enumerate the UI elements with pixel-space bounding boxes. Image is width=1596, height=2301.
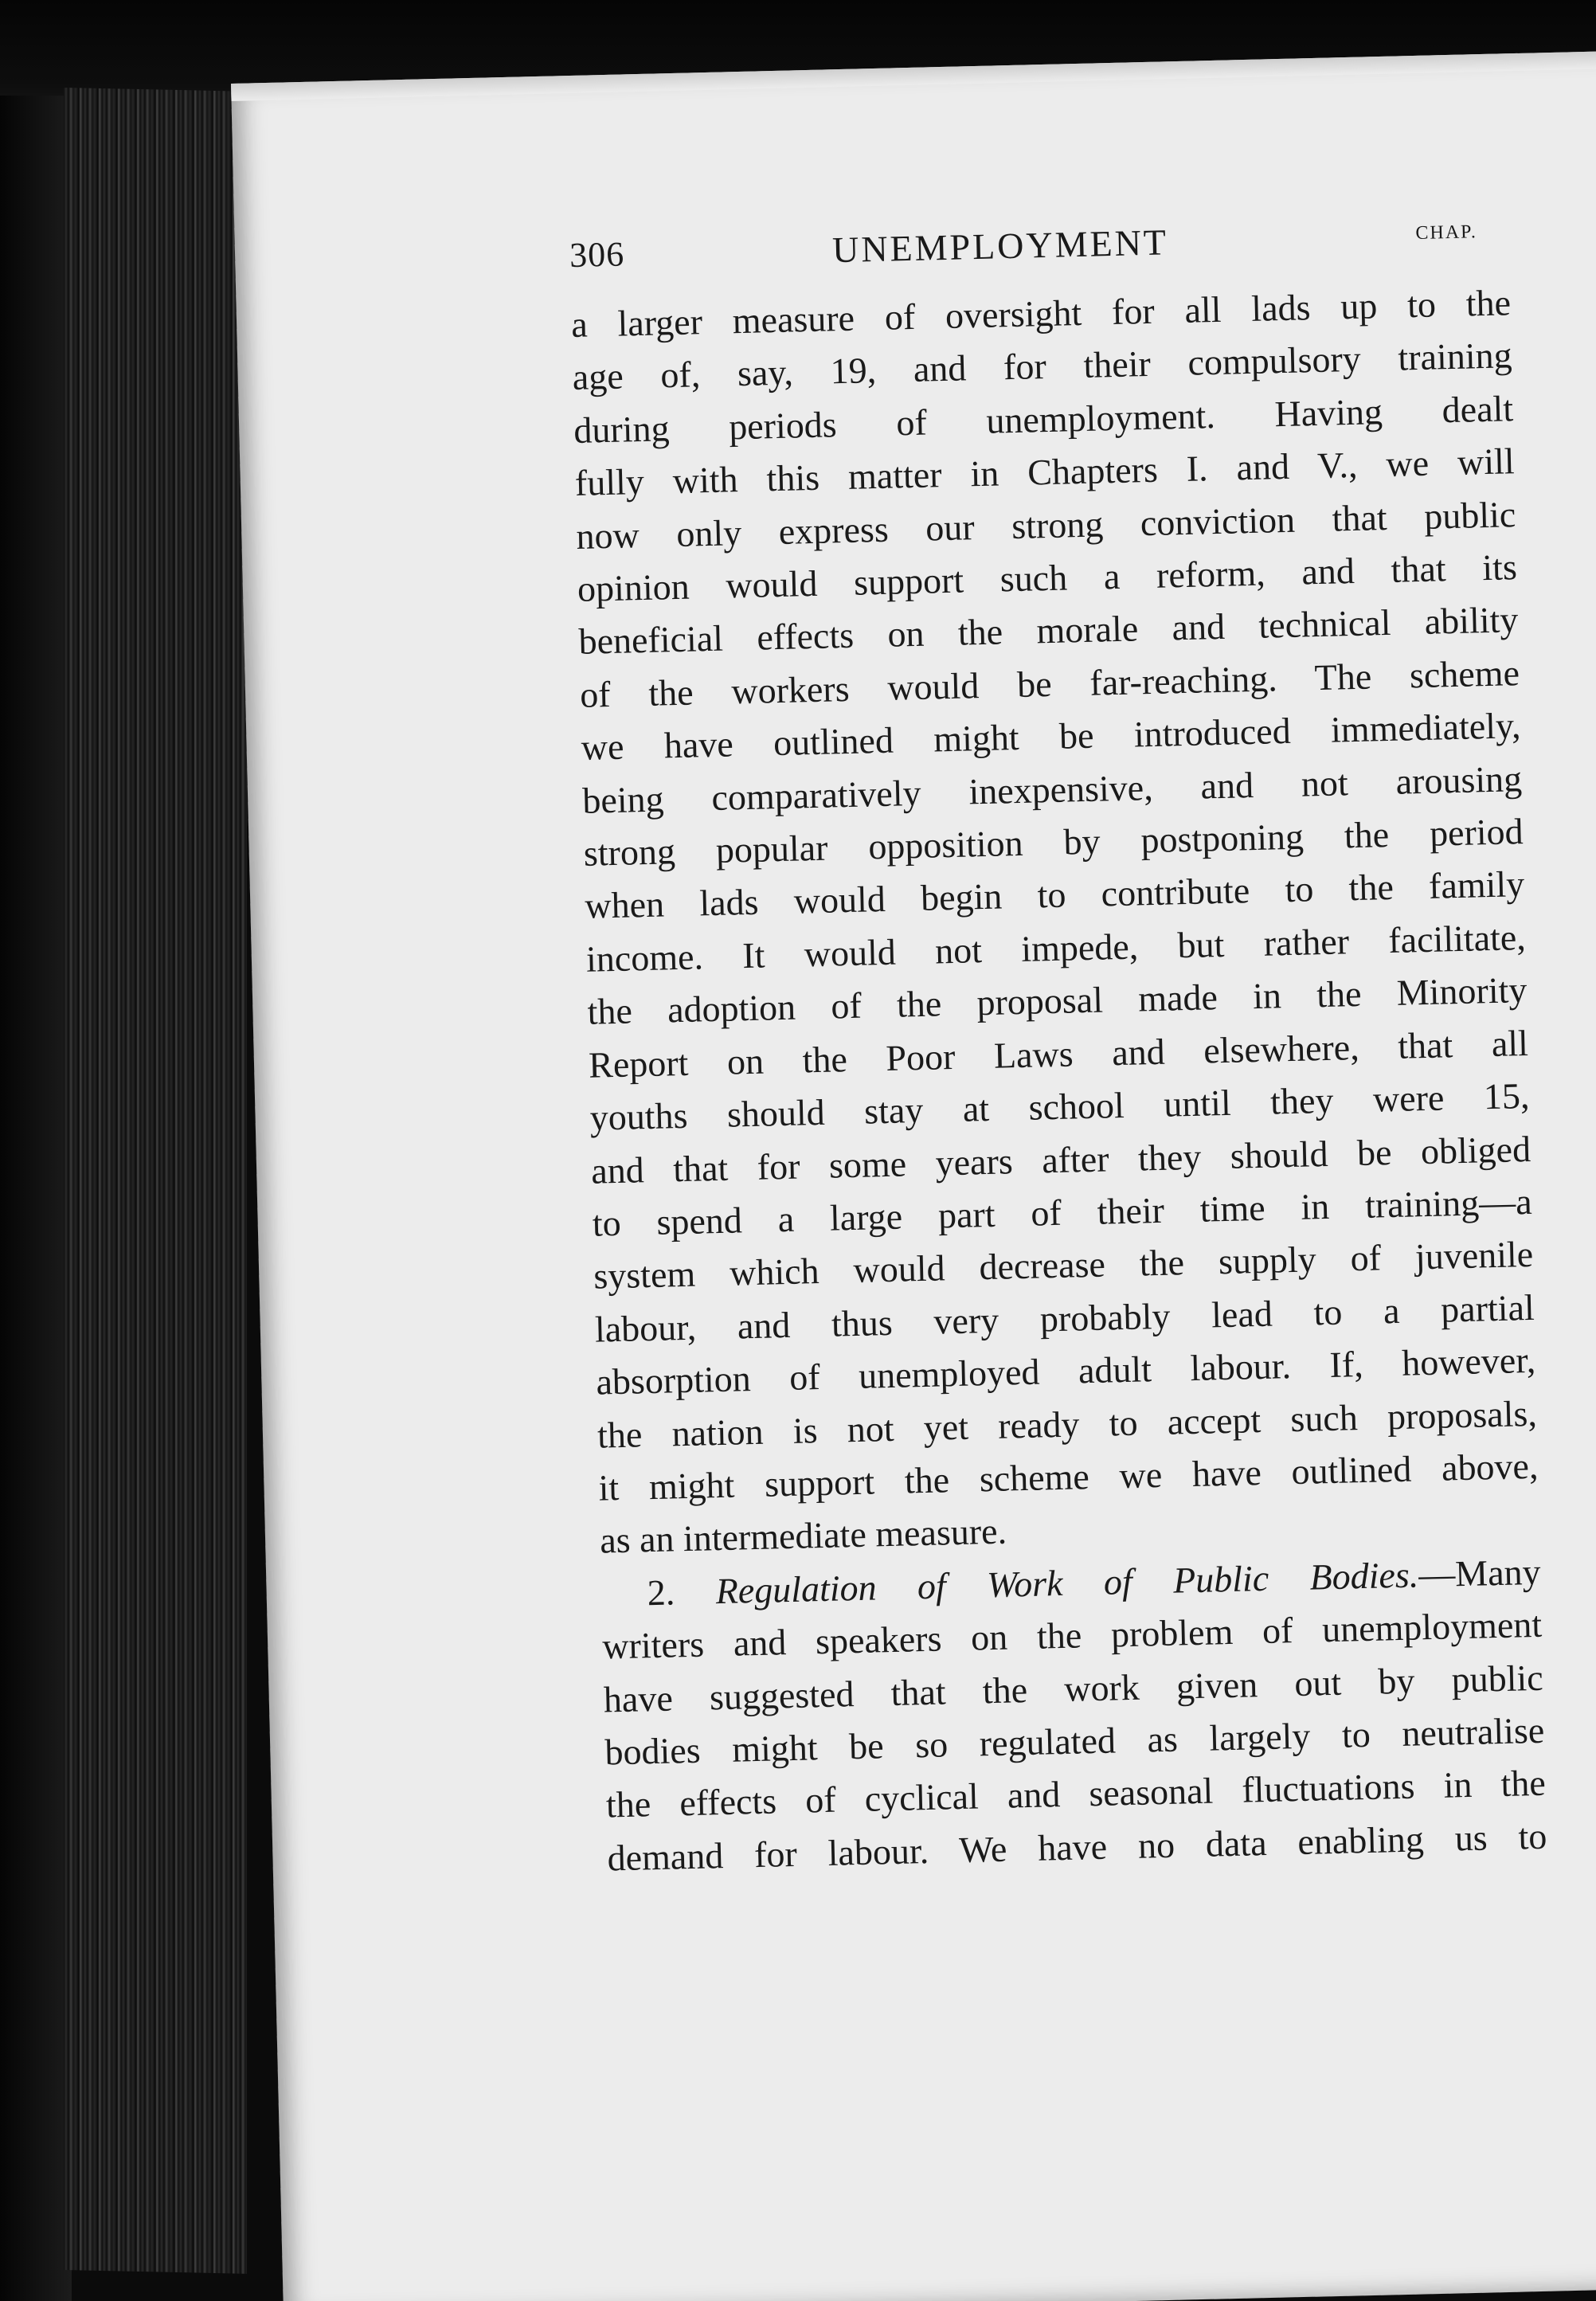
text-line: have suggested that the work given out by public: [603, 1657, 1544, 1720]
text-line: youths should stay at school until they were 15,: [589, 1075, 1530, 1138]
text-line: strong popular opposition by postponing the period: [583, 811, 1524, 874]
text-line: being comparatively inexpensive, and not arousing: [581, 757, 1523, 821]
text-line: age of, say, 19, and for their compulsory training: [572, 335, 1513, 398]
text-line: of the workers would be far-reaching. The scheme: [579, 652, 1520, 715]
text-line: the nation is not yet ready to accept such proposals,: [597, 1392, 1538, 1456]
text-line: the effects of cyclical and seasonal fluctuations in the: [605, 1763, 1547, 1826]
text-line: demand for labour. We have no data enabling us to: [607, 1815, 1547, 1879]
section-heading: Regulation of Work of Public Bodies.: [715, 1554, 1419, 1611]
text-line: labour, and thus very probably lead to a partial: [594, 1286, 1535, 1350]
text-line: opinion would support such a reform, and that its: [577, 546, 1518, 609]
text-line: writers and speakers on the problem of unemployment: [601, 1603, 1543, 1667]
text-line: bodies might be so regulated as largely to neutralise: [604, 1709, 1545, 1773]
page-content: [569, 213, 1547, 1884]
text-line: during periods of unemployment. Having dealt: [573, 388, 1514, 451]
text-line: it might support the scheme we have outlined above,: [598, 1445, 1539, 1509]
running-title: UNEMPLOYMENT: [831, 221, 1169, 271]
paragraph-regulation-of-work: [600, 1546, 1547, 1885]
text-line: a larger measure of oversight for all lads up to the: [570, 282, 1512, 346]
text-line: and that for some years after they should be obliged: [590, 1128, 1531, 1192]
text-line: as an intermediate measure.: [599, 1510, 1007, 1561]
text-line: when lads would begin to contribute to the family: [584, 863, 1525, 927]
text-line: now only express our strong conviction that public: [575, 493, 1516, 557]
text-line: income. It would not impede, but rather facilitate,: [585, 916, 1527, 980]
text-line: we have outlined might be introduced immediately,: [581, 705, 1522, 769]
page-number: 306: [569, 234, 625, 276]
scanner-edge-shadow: [0, 96, 72, 2301]
text-line: beneficial effects on the morale and technical ability: [578, 599, 1519, 663]
book-page-edges: [64, 88, 247, 2274]
text-line: the adoption of the proposal made in the Minority: [586, 969, 1528, 1033]
text-line: Report on the Poor Laws and elsewhere, that all: [588, 1022, 1529, 1086]
text-line: fully with this matter in Chapters I. and V., we will: [574, 440, 1516, 504]
chapter-abbreviation: CHAP.: [1415, 221, 1478, 245]
text-line: absorption of unemployed adult labour. If, however,: [595, 1339, 1536, 1403]
paragraph-oversight-of-lads: [570, 276, 1539, 1567]
section-heading-continuation: —Many: [1418, 1551, 1542, 1595]
body-text: [570, 276, 1547, 1884]
section-number: 2.: [647, 1571, 675, 1613]
text-line: system which would decrease the supply of juvenile: [593, 1234, 1534, 1297]
book-page: [231, 51, 1596, 2301]
paragraph-lines: [602, 1599, 1547, 1885]
text-line: to spend a large part of their time in training—a: [592, 1180, 1533, 1244]
